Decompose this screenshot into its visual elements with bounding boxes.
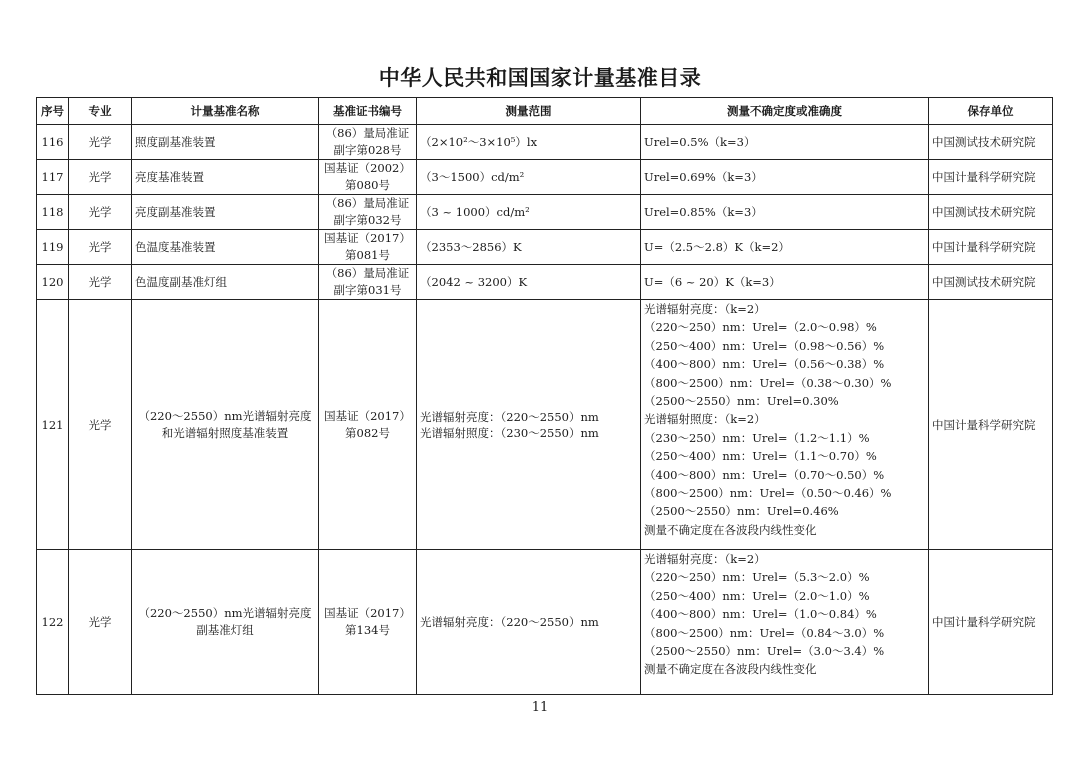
cell-uncertainty-line: （2500～2550）nm：Urel=0.30% xyxy=(644,394,839,409)
header-uncertainty: 测量不确定度或准确度 xyxy=(641,98,929,125)
cell-org: 中国测试技术研究院 xyxy=(929,265,1053,300)
cell-org: 中国计量科学研究院 xyxy=(929,230,1053,265)
cell-field: 光学 xyxy=(69,125,132,160)
header-org: 保存单位 xyxy=(929,98,1053,125)
cell-org: 中国计量科学研究院 xyxy=(929,160,1053,195)
cell-uncertainty xyxy=(641,230,929,265)
cell-uncertainty-line: （800～2500）nm：Urel=（0.50～0.46）% xyxy=(644,486,892,501)
cell-name: 亮度副基准装置 xyxy=(132,195,319,230)
cell-cert-line: （86）量局准证 xyxy=(325,196,410,210)
cell-range xyxy=(417,300,641,550)
cell-no: 117 xyxy=(37,160,69,195)
cell-uncertainty-line: Urel=0.85%（k=3） xyxy=(644,205,763,219)
cell-cert-line: 副字第028号 xyxy=(333,143,402,157)
table-row xyxy=(37,230,1053,265)
cell-field: 光学 xyxy=(69,160,132,195)
cell-cert-line: 副字第032号 xyxy=(333,213,402,227)
cell-cert-line: 第081号 xyxy=(345,248,390,262)
cell-name: 色温度基准装置 xyxy=(132,230,319,265)
cell-range xyxy=(417,550,641,695)
cell-no: 120 xyxy=(37,265,69,300)
cell-uncertainty-line: （800～2500）nm：Urel=（0.38～0.30）% xyxy=(644,375,892,390)
cell-cert-line: 副字第031号 xyxy=(333,283,402,297)
cell-cert-line: （86）量局准证 xyxy=(325,266,410,280)
cell-no: 122 xyxy=(37,550,69,695)
cell-uncertainty-line: （250～400）nm：Urel=（2.0～1.0）% xyxy=(644,588,870,603)
cell-field: 光学 xyxy=(69,195,132,230)
table-row xyxy=(37,125,1053,160)
table-header-row xyxy=(37,98,1053,125)
cell-uncertainty-line: 光谱辐射亮度：（k=2） xyxy=(644,552,766,566)
cell-uncertainty xyxy=(641,125,929,160)
cell-range-line: 光谱辐射照度：（230～2550）nm xyxy=(420,425,599,440)
cell-uncertainty-line: （2500～2550）nm：Urel=（3.0～3.4）% xyxy=(644,644,885,659)
cell-uncertainty-line: U=（2.5～2.8）K（k=2） xyxy=(644,240,790,254)
cell-uncertainty-line: （230～250）nm：Urel=（1.2～1.1）% xyxy=(644,430,870,445)
cell-field: 光学 xyxy=(69,230,132,265)
cell-org: 中国测试技术研究院 xyxy=(929,125,1053,160)
cell-field: 光学 xyxy=(69,550,132,695)
page-number: 11 xyxy=(531,700,549,715)
cell-uncertainty-line: Urel=0.5%（k=3） xyxy=(644,135,756,149)
table-row xyxy=(37,265,1053,300)
cell-cert-line: 第082号 xyxy=(345,425,390,440)
cell-cert xyxy=(319,195,417,230)
header-no: 序号 xyxy=(37,98,69,125)
cell-uncertainty-line: （400～800）nm：Urel=（1.0～0.84）% xyxy=(644,607,877,622)
cell-cert-line: 国基证（2002） xyxy=(324,161,411,175)
cell-name: （220～2550）nm光谱辐射亮度副基准灯组 xyxy=(132,550,319,695)
cell-cert xyxy=(319,300,417,550)
cell-range-line: （3～1500）cd/m² xyxy=(420,170,525,184)
cell-range-line: 光谱辐射亮度：（220～2550）nm xyxy=(420,615,599,629)
header-field: 专业 xyxy=(69,98,132,125)
cell-org: 中国计量科学研究院 xyxy=(929,550,1053,695)
cell-range xyxy=(417,160,641,195)
cell-uncertainty xyxy=(641,195,929,230)
cell-uncertainty-line: 光谱辐射亮度：（k=2） xyxy=(644,302,766,316)
cell-range xyxy=(417,230,641,265)
cell-cert xyxy=(319,550,417,695)
cell-uncertainty-line: （220～250）nm：Urel=（2.0～0.98）% xyxy=(644,320,877,335)
cell-field: 光学 xyxy=(69,265,132,300)
cell-no: 116 xyxy=(37,125,69,160)
cell-org: 中国计量科学研究院 xyxy=(929,300,1053,550)
cell-range-line: （2×10²～3×10⁵）lx xyxy=(420,135,538,149)
cell-field: 光学 xyxy=(69,300,132,550)
cell-no: 121 xyxy=(37,300,69,550)
table-row xyxy=(37,195,1053,230)
cell-range-line: （2353～2856）K xyxy=(420,240,522,254)
cell-uncertainty-line: （800～2500）nm：Urel=（0.84～3.0）% xyxy=(644,625,885,640)
cell-range xyxy=(417,265,641,300)
header-range: 测量范围 xyxy=(417,98,641,125)
cell-cert-line: 国基证（2017） xyxy=(324,408,411,423)
standards-table xyxy=(36,97,1053,695)
cell-uncertainty xyxy=(641,160,929,195)
cell-range-line: （3 ~ 1000）cd/m² xyxy=(420,205,530,219)
cell-uncertainty xyxy=(641,550,929,695)
cell-range xyxy=(417,125,641,160)
cell-uncertainty-line: （2500～2550）nm：Urel=0.46% xyxy=(644,504,839,519)
cell-name: （220～2550）nm光谱辐射亮度和光谱辐射照度基准装置 xyxy=(132,300,319,550)
cell-uncertainty-line: （400～800）nm：Urel=（0.56～0.38）% xyxy=(644,357,885,372)
table-row xyxy=(37,300,1053,550)
cell-cert-line: 国基证（2017） xyxy=(324,231,411,245)
table-row xyxy=(37,550,1053,695)
cell-cert-line: 国基证（2017） xyxy=(324,606,411,620)
cell-uncertainty xyxy=(641,300,929,550)
cell-no: 118 xyxy=(37,195,69,230)
cell-range xyxy=(417,195,641,230)
cell-org: 中国测试技术研究院 xyxy=(929,195,1053,230)
cell-cert-line: 第134号 xyxy=(345,623,390,637)
cell-uncertainty-line: Urel=0.69%（k=3） xyxy=(644,170,763,184)
header-cert: 基准证书编号 xyxy=(319,98,417,125)
header-name: 计量基准名称 xyxy=(132,98,319,125)
page-title: 中华人民共和国国家计量基准目录 xyxy=(378,66,702,90)
cell-uncertainty-line: （400～800）nm：Urel=（0.70～0.50）% xyxy=(644,467,885,482)
cell-uncertainty-line: （220～250）nm：Urel=（5.3～2.0）% xyxy=(644,570,870,585)
cell-cert xyxy=(319,230,417,265)
cell-name: 亮度基准装置 xyxy=(132,160,319,195)
cell-range-line: （2042 ~ 3200）K xyxy=(420,275,528,289)
cell-uncertainty-line: （250～400）nm：Urel=（1.1～0.70）% xyxy=(644,449,877,464)
cell-cert xyxy=(319,125,417,160)
cell-cert-line: （86）量局准证 xyxy=(325,126,410,140)
cell-cert-line: 第080号 xyxy=(345,178,390,192)
cell-uncertainty-line: （250～400）nm：Urel=（0.98～0.56）% xyxy=(644,338,885,353)
cell-name: 色温度副基准灯组 xyxy=(132,265,319,300)
cell-uncertainty-line: 光谱辐射照度：（k=2） xyxy=(644,412,766,427)
cell-range-line: 光谱辐射亮度：（220～2550）nm xyxy=(420,409,599,424)
cell-cert xyxy=(319,160,417,195)
cell-cert xyxy=(319,265,417,300)
cell-uncertainty-line: U=（6 ~ 20）K（k=3） xyxy=(644,275,781,289)
cell-name: 照度副基准装置 xyxy=(132,125,319,160)
cell-uncertainty-line: 测量不确定度在各波段内线性变化 xyxy=(644,522,817,537)
cell-uncertainty xyxy=(641,265,929,300)
table-row xyxy=(37,160,1053,195)
cell-no: 119 xyxy=(37,230,69,265)
cell-uncertainty-line: 测量不确定度在各波段内线性变化 xyxy=(644,662,817,677)
